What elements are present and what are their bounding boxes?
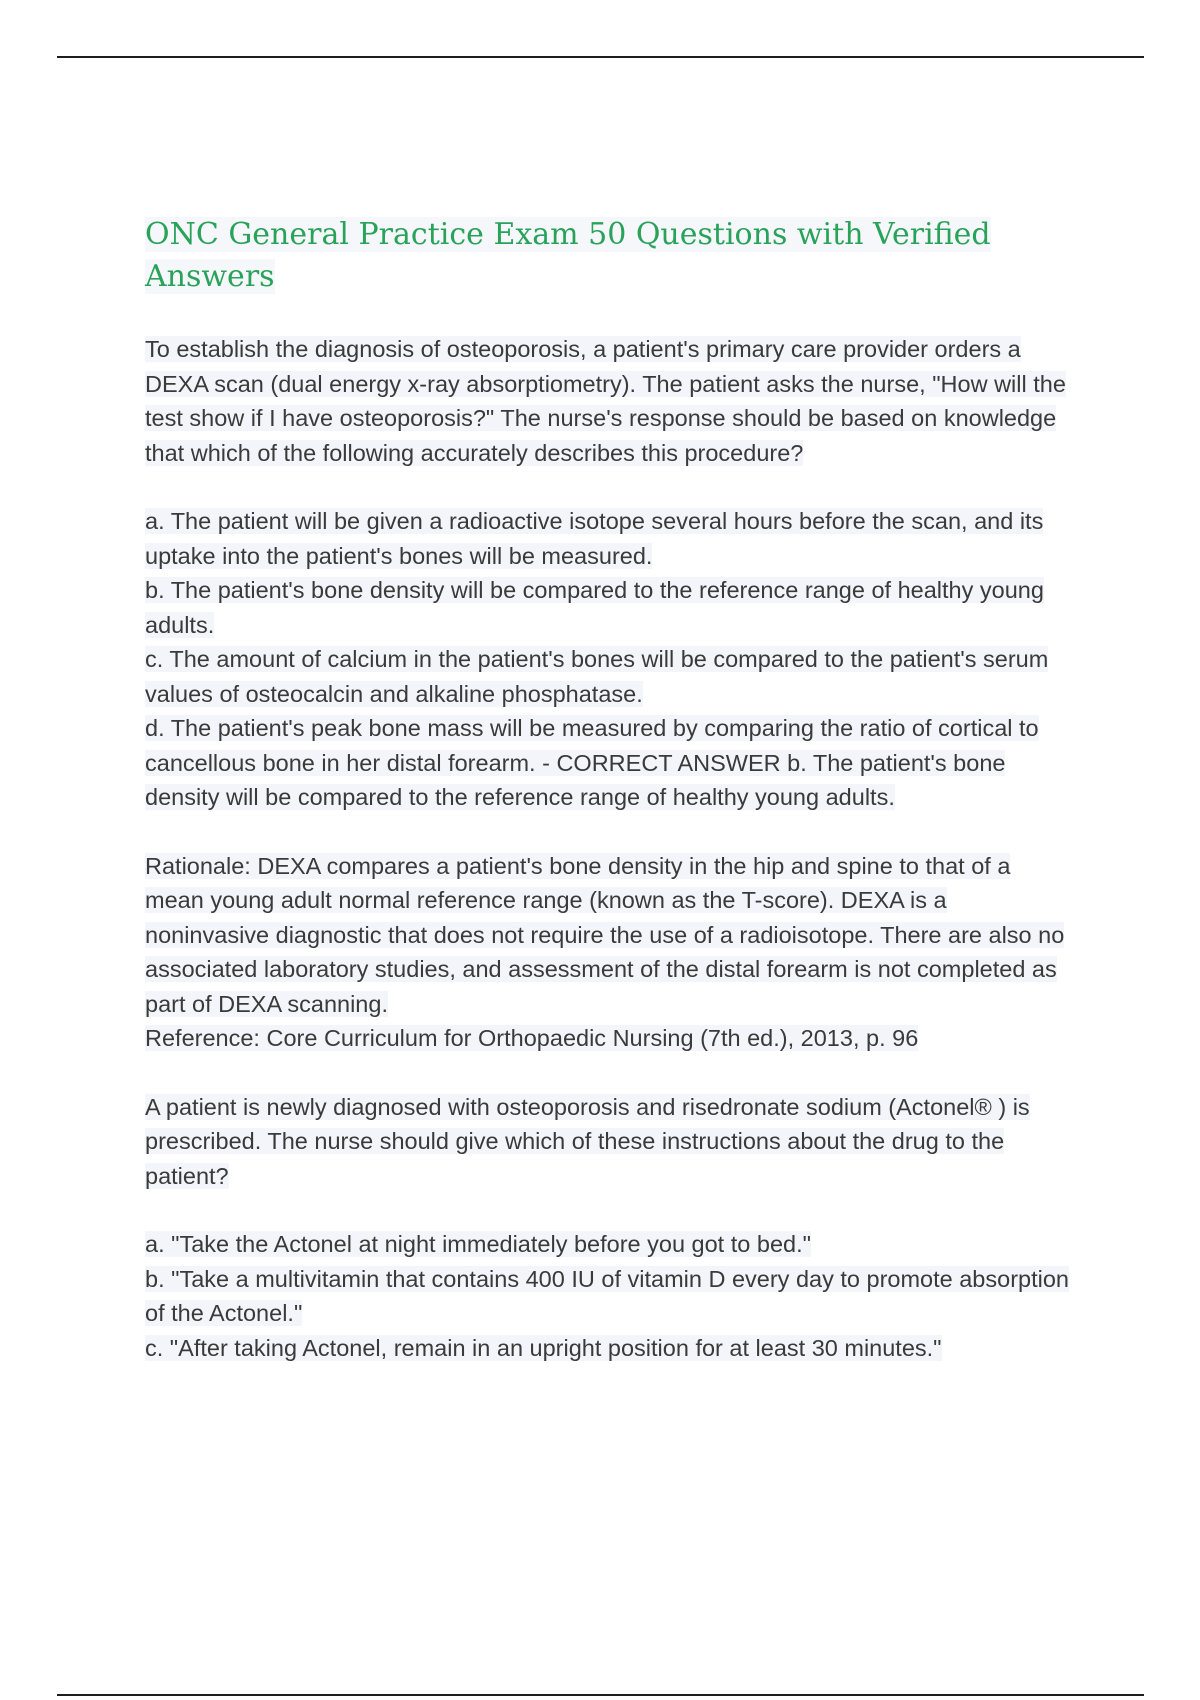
question-1-option-a: a. The patient will be given a radioactive isotope several hours before the scan, and its uptake into the patient's bones will be measured. [145,508,1044,569]
question-1-options [145,504,1075,815]
bottom-rule [57,1694,1144,1696]
question-1-reference: Reference: Core Curriculum for Orthopaedic Nursing (7th ed.), 2013, p. 96 [145,1025,919,1051]
question-2-option-b: b. "Take a multivitamin that contains 400 IU of vitamin D every day to promote absorption of the Actonel." [145,1265,1069,1326]
top-rule [57,56,1144,58]
question-1-rationale: Rationale: DEXA compares a patient's bone density in the hip and spine to that of a mean young adult normal reference range (known as the T-score). DEXA is a noninvasive diagnostic that does not require the use of a radioisotope. There are also no associated laboratory studies, and assessment of the distal forearm is not completed as part of DEXA scanning. [145,852,1065,1017]
question-2-option-a: a. "Take the Actonel at night immediately before you got to bed." [145,1231,811,1257]
question-1-option-d-answer: d. The patient's peak bone mass will be measured by comparing the ratio of cortical to cancellous bone in her distal forearm. - CORRECT ANSWER b. The patient's bone density will be compared to the reference range of healthy young adults. [145,715,1039,810]
question-2-stem-block [145,1090,1075,1194]
question-1-rationale-block [145,849,1075,1056]
question-1-option-c: c. The amount of calcium in the patient's bones will be compared to the patient's serum values of osteocalcin and alkaline phosphatase. [145,646,1049,707]
question-1-option-b: b. The patient's bone density will be compared to the reference range of healthy young adults. [145,577,1044,638]
question-2-stem: A patient is newly diagnosed with osteoporosis and risedronate sodium (Actonel® ) is prescribed. The nurse should give which of these instructions about the drug to the patient? [145,1093,1030,1189]
question-2-options [145,1227,1075,1365]
document-body [145,214,1075,1399]
question-1-stem-block [145,332,1075,470]
document-title: ONC General Practice Exam 50 Questions with Verified Answers [145,217,991,294]
question-2-option-c: c. "After taking Actonel, remain in an upright position for at least 30 minutes." [145,1334,942,1361]
title-block [145,214,1075,298]
question-1-stem: To establish the diagnosis of osteoporosis, a patient's primary care provider orders a DEXA scan (dual energy x-ray absorptiometry). The patient asks the nurse, "How will the test show if I have osteoporosis?" The nurse's response should be based on knowledge that which of the following accurately describes this procedure? [145,336,1066,466]
